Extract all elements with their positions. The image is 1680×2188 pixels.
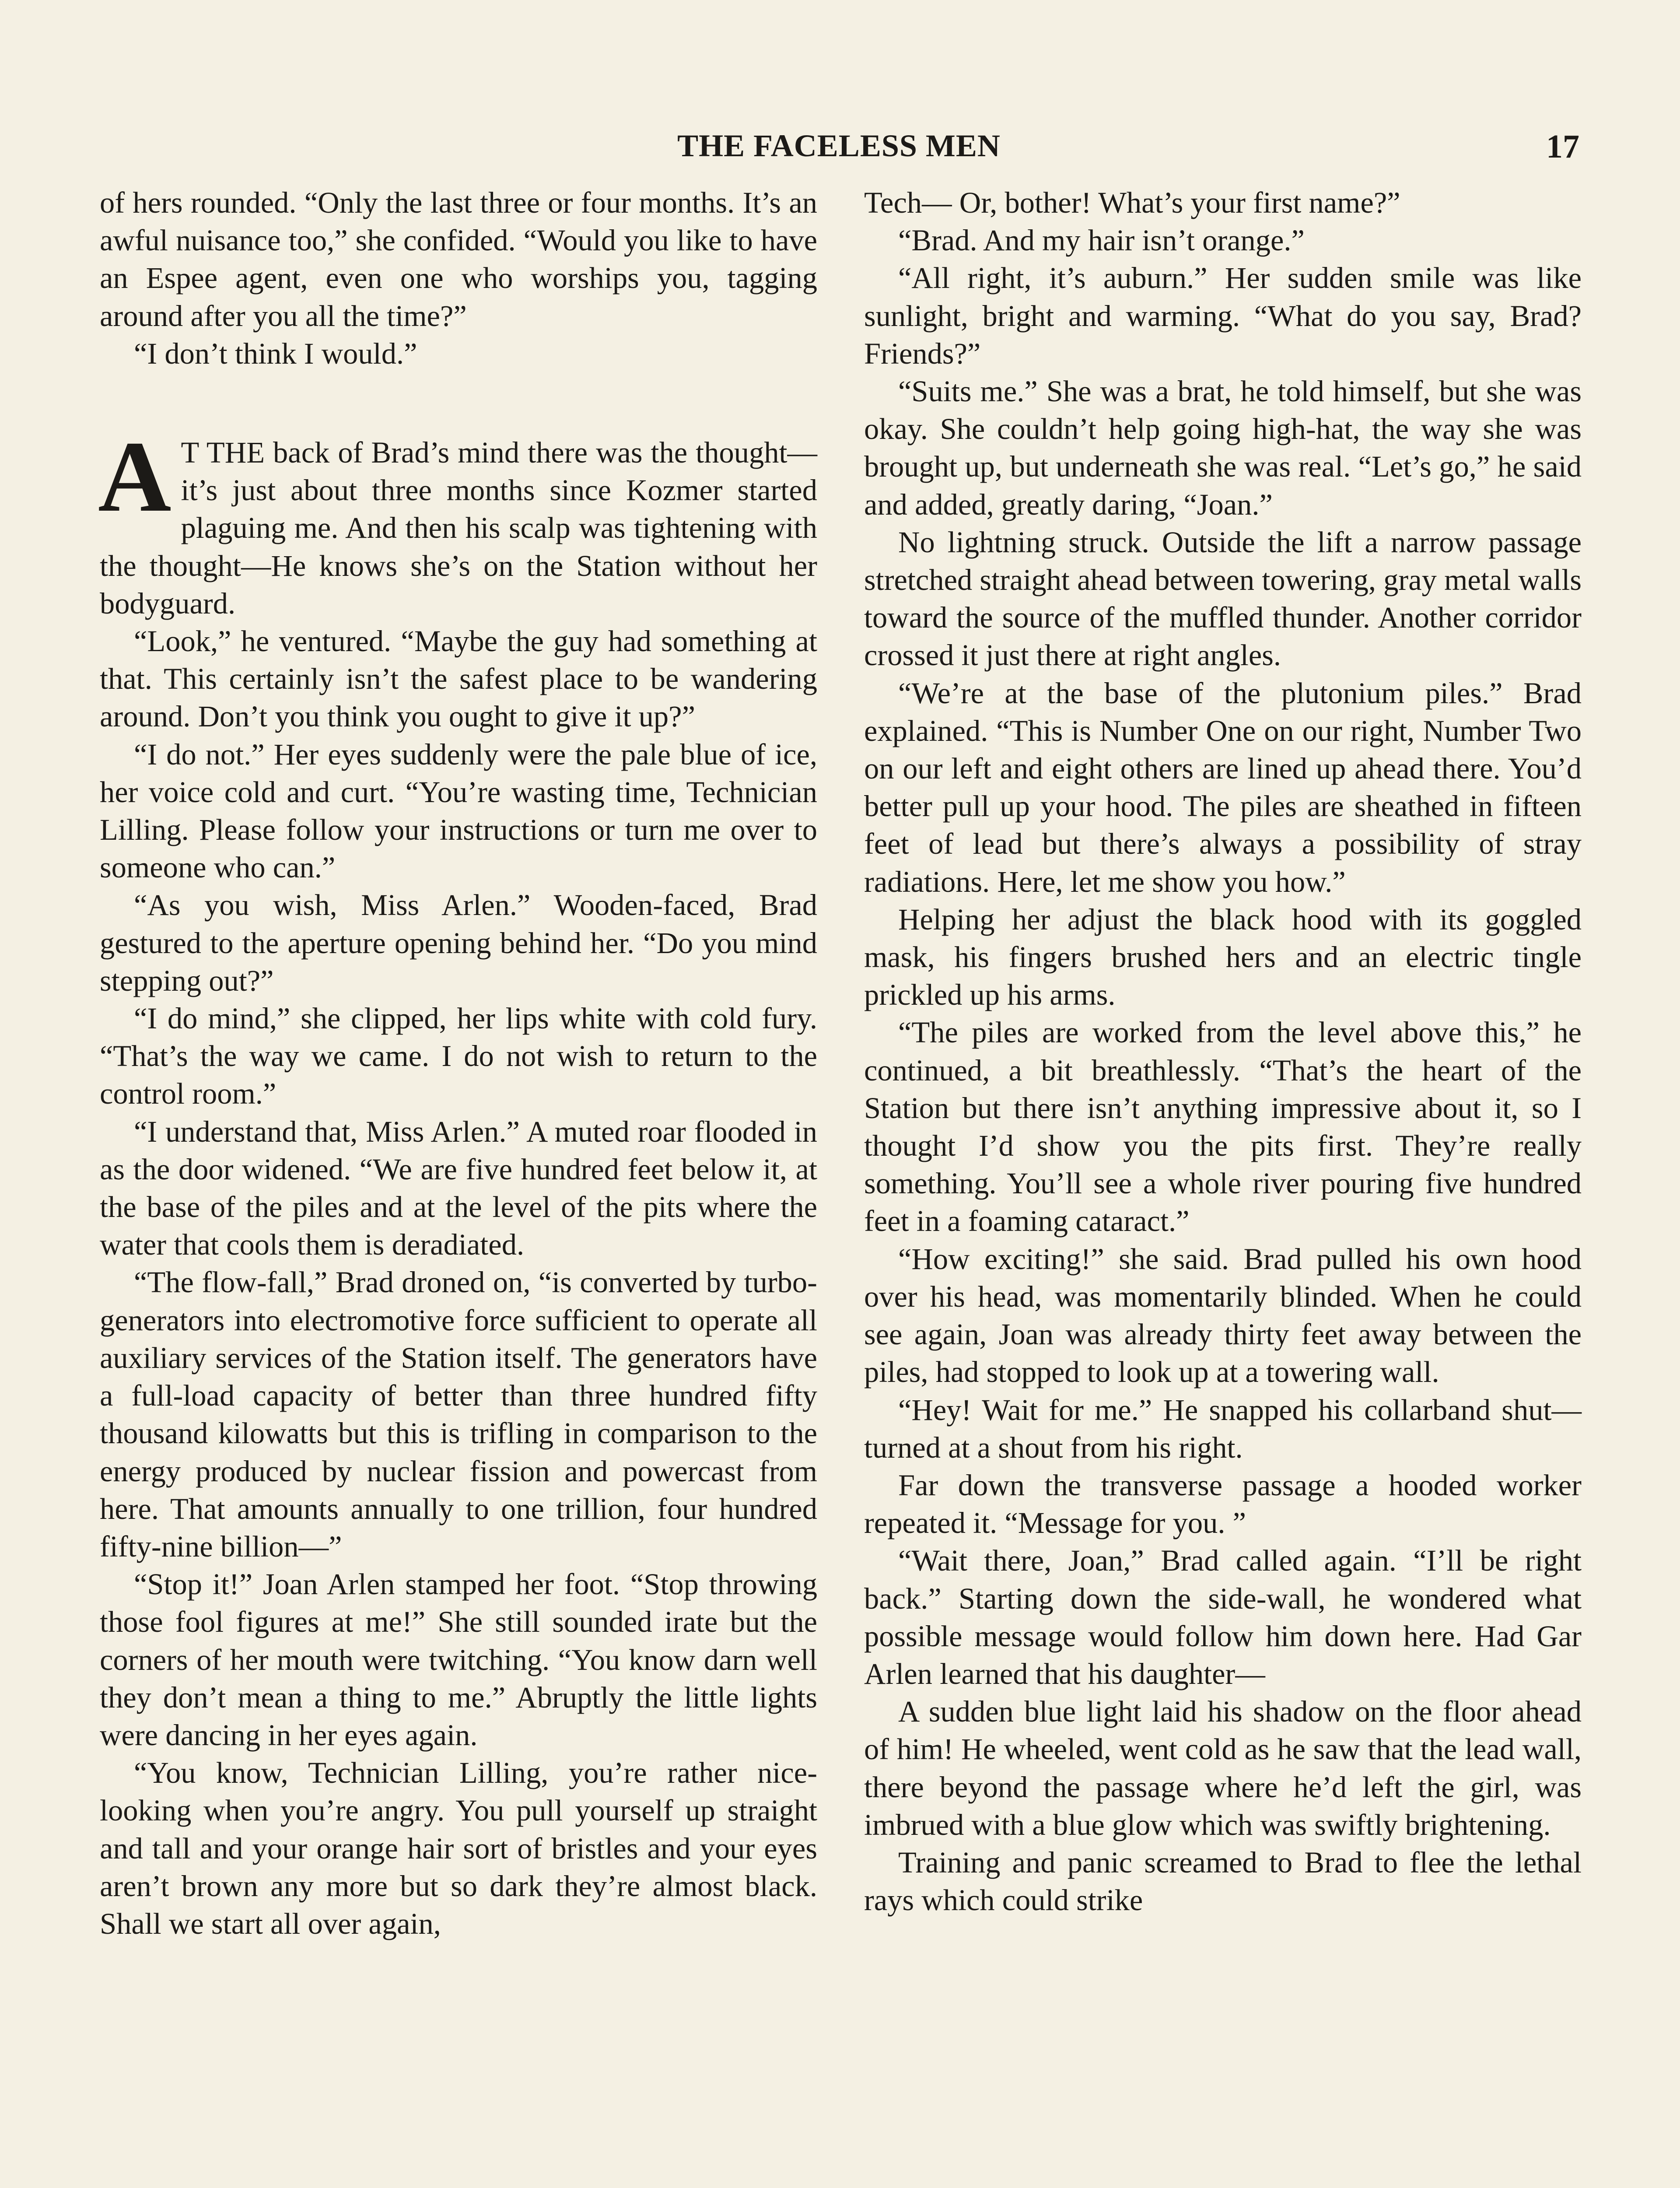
paragraph: “I don’t think I would.” bbox=[134, 337, 417, 370]
paragraph: “Hey! Wait for me.” He snapped his collarband shut—turned at a shout from his right. bbox=[864, 1393, 1582, 1464]
paragraph-text: T THE back of Brad’s mind there was the thought—it’s just about three months since Kozmer started plaguing me. And then his scalp was tightening with the thought—He knows she’s on the Station without her bodyguard. bbox=[100, 436, 817, 620]
paragraph: “As you wish, Miss Arlen.” Wooden-faced, Brad gestured to the aperture opening behind her. “Do you mind stepping out?” bbox=[100, 888, 817, 997]
paragraph: Helping her adjust the black hood with its goggled mask, his fingers brushed hers and an electric tingle prickled up his arms. bbox=[864, 902, 1582, 1012]
left-column bbox=[100, 184, 817, 1943]
paragraph: A sudden blue light laid his shadow on the floor ahead of him! He wheeled, went cold as he saw that the lead wall, there beyond the passage where he’d left the girl, was imbrued with a blue glow which was swiftly brightening. bbox=[864, 1695, 1582, 1841]
paragraph: of hers rounded. “Only the last three or four months. It’s an awful nuisance too,” she confided. “Would you like to have an Espee agent, even one who worships you, tagging around after you all the time?” bbox=[100, 186, 817, 333]
paragraph: No lightning struck. Outside the lift a narrow passage stretched straight ahead between towering, gray metal walls toward the source of the muffled thunder. Another corridor crossed it just there at right angles. bbox=[864, 525, 1582, 672]
paragraph: “I do mind,” she clipped, her lips white with cold fury. “That’s the way we came. I do not wish to return to the control room.” bbox=[100, 1002, 817, 1111]
paragraph: “You know, Technician Lilling, you’re rather nice-looking when you’re angry. You pull yourself up straight and tall and your orange hair sort of bristles and your eyes aren’t brown any more but so dark they’re almost black. Shall we start all over again, bbox=[100, 1756, 817, 1940]
paragraph: “Brad. And my hair isn’t orange.” bbox=[898, 224, 1305, 257]
paragraph: “I understand that, Miss Arlen.” A muted roar flooded in as the door widened. “We are five hundred feet below it, at the base of the piles and at the level of the pits where the water that cools them is deradiated. bbox=[100, 1115, 817, 1262]
paragraph: “All right, it’s auburn.” Her sudden smile was like sunlight, bright and warming. “What do you say, Brad? Friends?” bbox=[864, 261, 1582, 370]
paragraph: “Stop it!” Joan Arlen stamped her foot. “Stop throwing those fool figures at me!” She still sounded irate but the corners of her mouth were twitching. “You know darn well they don’t mean a thing to me.” Abruptly the little lights were dancing in her eyes again. bbox=[100, 1567, 817, 1752]
paragraph: Tech— Or, bother! What’s your first name?” bbox=[864, 186, 1400, 219]
paragraph: Training and panic screamed to Brad to flee the lethal rays which could strike bbox=[864, 1845, 1582, 1917]
paragraph: Far down the transverse passage a hooded worker repeated it. “Message for you. ” bbox=[864, 1468, 1582, 1540]
drop-cap: A bbox=[98, 421, 172, 533]
page-number: 17 bbox=[1546, 128, 1579, 165]
paragraph-with-drop-cap bbox=[98, 421, 817, 622]
page-header bbox=[98, 128, 1579, 169]
right-column bbox=[864, 184, 1582, 1919]
running-title: THE FACELESS MEN bbox=[677, 128, 1001, 163]
paragraph: “The flow-fall,” Brad droned on, “is converted by turbo-generators into electromotive force sufficient to operate all auxiliary services of the Station itself. The generators have a full-load capacity of better than three hundred fifty thousand kilowatts but this is trifling in comparison to the energy produced by nuclear fission and powercast from here. That amounts annually to one trillion, four hundred fifty-nine billion—” bbox=[100, 1266, 817, 1563]
paragraph: “The piles are worked from the level above this,” he continued, a bit breathlessly. “That’s the heart of the Station but there isn’t anything impressive about it, so I thought I’d show you the pits first. They’re really something. You’ll see a whole river pouring five hundred feet in a foaming cataract.” bbox=[864, 1016, 1582, 1238]
paragraph: “Wait there, Joan,” Brad called again. “I’ll be right back.” Starting down the side-wall, he wondered what possible message would follow him down here. Had Gar Arlen learned that his daughter— bbox=[864, 1544, 1582, 1690]
paragraph: “I do not.” Her eyes suddenly were the pale blue of ice, her voice cold and curt. “You’re wasting time, Technician Lilling. Please follow your instructions or turn me over to someone who can.” bbox=[100, 737, 817, 884]
paragraph: “Look,” he ventured. “Maybe the guy had something at that. This certainly isn’t the safest place to be wandering around. Don’t you think you ought to give it up?” bbox=[100, 624, 817, 733]
paragraph: “How exciting!” she said. Brad pulled his own hood over his head, was momentarily blinded. When he could see again, Joan was already thirty feet away between the piles, had stopped to look up at a towering wall. bbox=[864, 1242, 1582, 1389]
paragraph: “Suits me.” She was a brat, he told himself, but she was okay. She couldn’t help going high-hat, the way she was brought up, but underneath she was real. “Let’s go,” he said and added, greatly daring, “Joan.” bbox=[864, 375, 1582, 521]
section-break bbox=[100, 372, 817, 434]
paragraph: “We’re at the base of the plutonium piles.” Brad explained. “This is Number One on our right, Number Two on our left and eight others are lined up ahead there. You’d better pull up your hood. The piles are sheathed in fifteen feet of lead but there’s always a possibility of stray radiations. Here, let me show you how.” bbox=[864, 676, 1582, 898]
